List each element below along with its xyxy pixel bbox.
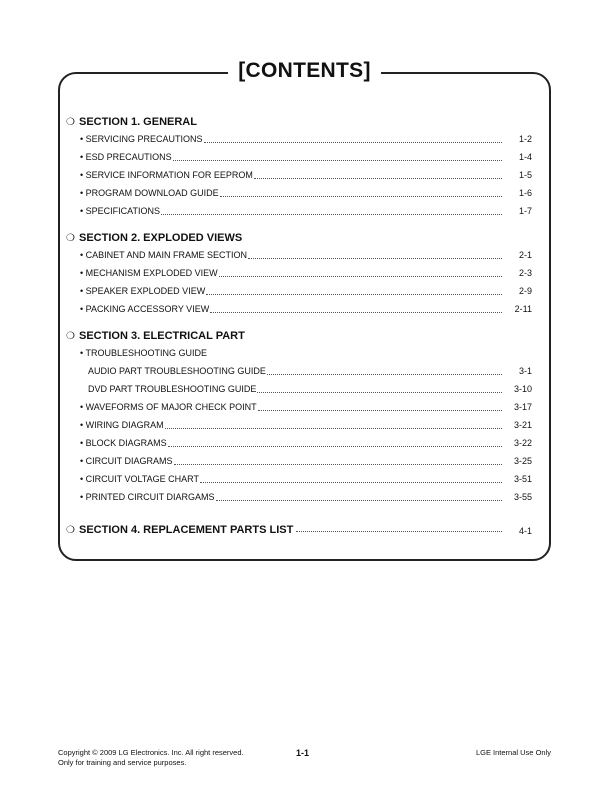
section-title: SECTION 4. REPLACEMENT PARTS LIST bbox=[79, 524, 294, 536]
section-title: SECTION 1. GENERAL bbox=[79, 116, 197, 128]
dot-leader bbox=[254, 177, 502, 179]
entry-label: • SPECIFICATIONS bbox=[80, 206, 160, 216]
entry-page: 4-1 bbox=[518, 526, 532, 536]
dot-leader bbox=[204, 141, 502, 143]
toc-entry[interactable] bbox=[66, 202, 532, 220]
entry-page: 2-3 bbox=[518, 268, 532, 278]
dot-leader bbox=[267, 373, 502, 375]
copyright-text: Copyright © 2009 LG Electronics. Inc. All right reserved. bbox=[58, 748, 244, 757]
toc-entry[interactable] bbox=[66, 488, 532, 506]
entry-label: • PROGRAM DOWNLOAD GUIDE bbox=[80, 188, 219, 198]
section-heading[interactable] bbox=[66, 114, 532, 130]
dot-leader bbox=[220, 195, 502, 197]
entry-page: 3-1 bbox=[518, 366, 532, 376]
entry-page: 1-7 bbox=[518, 206, 532, 216]
entry-page: 3-51 bbox=[513, 474, 532, 484]
entry-page: 2-9 bbox=[518, 286, 532, 296]
entry-page: 3-21 bbox=[513, 420, 532, 430]
entry-label: • SERVICING PRECAUTIONS bbox=[80, 134, 203, 144]
toc-entry[interactable] bbox=[66, 362, 532, 380]
section-heading-parts-list[interactable] bbox=[66, 520, 532, 536]
toc-entry[interactable] bbox=[66, 452, 532, 470]
toc-entry[interactable] bbox=[66, 416, 532, 434]
dot-leader bbox=[168, 445, 502, 447]
dot-leader bbox=[174, 463, 503, 465]
toc-entry[interactable] bbox=[66, 264, 532, 282]
section-title: SECTION 3. ELECTRICAL PART bbox=[79, 330, 245, 342]
footer-left bbox=[58, 748, 244, 768]
entry-label: • CIRCUIT DIAGRAMS bbox=[80, 456, 173, 466]
bullet-circle-icon: ❍ bbox=[66, 116, 75, 128]
entry-page: 3-10 bbox=[513, 384, 532, 394]
toc-entry[interactable] bbox=[66, 184, 532, 202]
contents-title bbox=[0, 56, 609, 86]
entry-label: • MECHANISM EXPLODED VIEW bbox=[80, 268, 218, 278]
bullet-circle-icon: ❍ bbox=[66, 232, 75, 244]
entry-label: • CIRCUIT VOLTAGE CHART bbox=[80, 474, 199, 484]
toc-entry[interactable] bbox=[66, 434, 532, 452]
toc-entry[interactable] bbox=[66, 130, 532, 148]
entry-label: • WAVEFORMS OF MAJOR CHECK POINT bbox=[80, 402, 257, 412]
classification-text: LGE Internal Use Only bbox=[475, 748, 551, 757]
entry-label: DVD PART TROUBLESHOOTING GUIDE bbox=[88, 384, 257, 394]
toc-entry[interactable] bbox=[66, 300, 532, 318]
entry-page: 1-6 bbox=[518, 188, 532, 198]
dot-leader bbox=[219, 275, 502, 277]
section-heading[interactable] bbox=[66, 230, 532, 246]
entry-page: 2-11 bbox=[514, 304, 532, 314]
bullet-circle-icon: ❍ bbox=[66, 330, 75, 342]
dot-leader bbox=[161, 213, 502, 215]
page-title: [CONTENTS] bbox=[228, 56, 381, 86]
entry-label: • ESD PRECAUTIONS bbox=[80, 152, 172, 162]
section-title: SECTION 2. EXPLODED VIEWS bbox=[79, 232, 243, 244]
toc-entry[interactable] bbox=[66, 148, 532, 166]
dot-leader bbox=[200, 481, 502, 483]
dot-leader bbox=[258, 409, 502, 411]
dot-leader bbox=[173, 159, 502, 161]
entry-label: • CABINET AND MAIN FRAME SECTION bbox=[80, 250, 248, 260]
toc-entry[interactable] bbox=[66, 166, 532, 184]
section-heading[interactable] bbox=[66, 328, 532, 344]
entry-page: 3-55 bbox=[513, 492, 532, 502]
table-of-contents bbox=[66, 108, 532, 536]
dot-leader bbox=[248, 257, 502, 259]
entry-page: 1-4 bbox=[518, 152, 532, 162]
entry-label: • BLOCK DIAGRAMS bbox=[80, 438, 167, 448]
entry-page: 1-5 bbox=[518, 170, 532, 180]
usage-text: Only for training and service purposes. bbox=[58, 758, 187, 767]
page-number: 1-1 bbox=[296, 748, 310, 758]
toc-entry[interactable] bbox=[66, 398, 532, 416]
dot-leader bbox=[206, 293, 502, 295]
bullet-circle-icon: ❍ bbox=[66, 525, 75, 536]
toc-entry[interactable] bbox=[66, 282, 532, 300]
entry-label: • SPEAKER EXPLODED VIEW bbox=[80, 286, 206, 296]
entry-page: 3-25 bbox=[513, 456, 532, 466]
entry-label: • SERVICE INFORMATION FOR EEPROM bbox=[80, 170, 253, 180]
dot-leader bbox=[216, 499, 503, 501]
entry-label: • WIRING DIAGRAM bbox=[80, 420, 164, 430]
entry-page: 2-1 bbox=[518, 250, 532, 260]
entry-page: 3-22 bbox=[513, 438, 532, 448]
toc-entry[interactable] bbox=[66, 470, 532, 488]
dot-leader bbox=[257, 391, 502, 393]
entry-page: 3-17 bbox=[513, 402, 532, 412]
dot-leader bbox=[296, 531, 502, 532]
entry-label: • PRINTED CIRCUIT DIARGAMS bbox=[80, 492, 215, 502]
toc-entry[interactable] bbox=[66, 380, 532, 398]
dot-leader bbox=[165, 427, 502, 429]
entry-label: • TROUBLESHOOTING GUIDE bbox=[80, 348, 208, 358]
toc-entry[interactable] bbox=[66, 344, 532, 362]
entry-label: AUDIO PART TROUBLESHOOTING GUIDE bbox=[88, 366, 266, 376]
entry-page: 1-2 bbox=[518, 134, 532, 144]
toc-entry[interactable] bbox=[66, 246, 532, 264]
entry-label: • PACKING ACCESSORY VIEW bbox=[80, 304, 210, 314]
dot-leader bbox=[210, 311, 502, 313]
